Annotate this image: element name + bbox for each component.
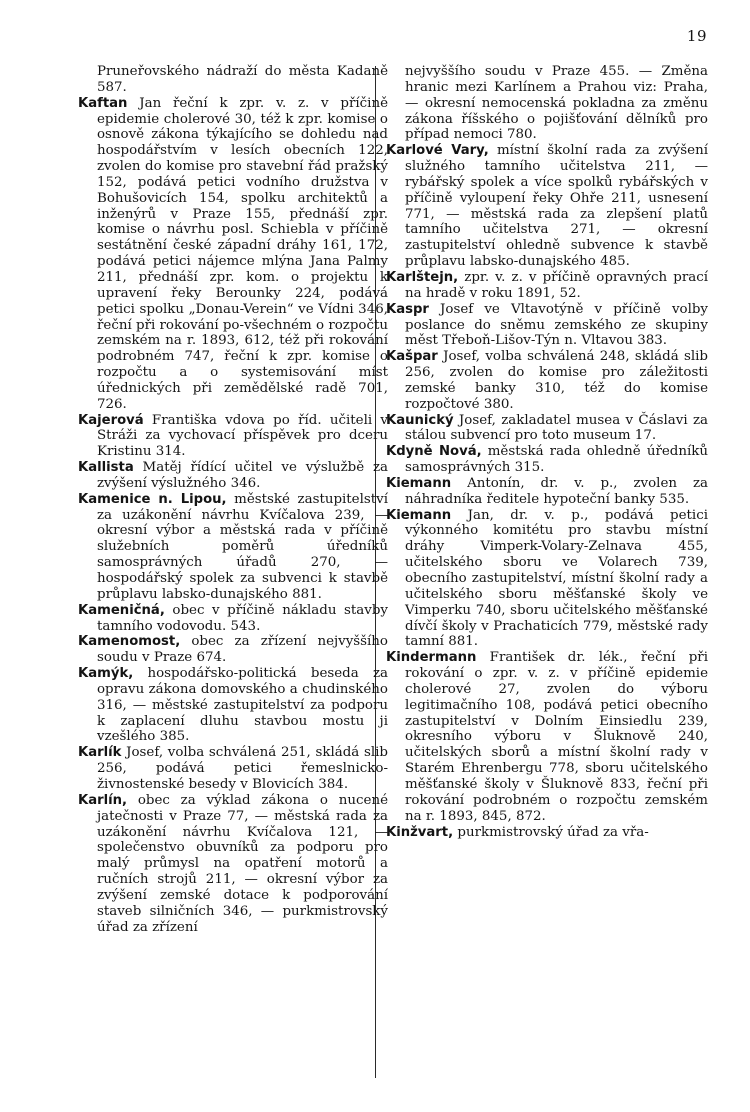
entry-text: nejvyššího soudu v Praze 455. — Změna hranic mezi Karlínem a Prahou viz: Praha, — okresní nemocenská pokladna za změnu zákona říšského o pojišťování dělníků pro případ nemoci 780. <box>405 64 708 143</box>
entry-text: místní školní rada za zvýšení služného tamního učitelstva 211, — rybářský spolek a více spolků rybářských v příčině vyloupení řeky Ohře 211, usnesení 771, — městská rada za zlepšení platů tamního učitelstva 271, — okresní zastupitelství ohledně subvence k stavbě průplavu labsko-dunajského 485. <box>405 143 708 270</box>
entry-text: František dr. lék., řeční při rokování o zpr. v. z. v příčině epidemie cholerové 27, zvolen do výboru legitimačního 108, podává petici obecního zastupitelství v Dolním Einsiedlu 239, okresního výboru v Šluknově 240, učitelských sborů a místní školní rady v Starém Ehrenbergu 778, sboru učitelského měšťanské školy v Šluknově 833, řeční při rokování podrobném o rozpočtu zemském na r. 1893, 845, 872. <box>405 650 708 824</box>
entry-headword: Kdyně Nová, <box>386 444 482 460</box>
index-entry <box>386 825 708 841</box>
entry-text: purkmistrovský úřad za vřa- <box>453 824 649 840</box>
entry-text: Jan řeční k zpr. v. z. v příčině epidemie cholerové 30, též k zpr. komise o osnově zákona týkajícího se dohledu nad hospodářstvím v lesích obecních 122, zvolen do komise pro stavební řád pražský 152, podává petici vodního družstva v Bohušovicích 154, spolku architektů a inženýrů v Praze 155, přednáší zpr. komise o návrhu posl. Schiebla v příčině sestátnění české západní dráhy 161, 172, podává petici nájemce mlýna Jana Palmy 211, přednáší zpr. kom. o projektu k upravení řeky Berounky 224, podává petici spolku „Donau-Verein“ ve Vídni 346, řeční při rokování po-všechném o rozpočtu zemském na r. 1893, 612, též při rokování podrobném 747, řeční k zpr. komise o rozpočtu a o systemisování míst úřednických při zemědělské radě 701, 726. <box>97 95 388 412</box>
index-entry <box>78 492 388 603</box>
entry-headword: Kašpar <box>386 349 438 365</box>
entry-headword: Kamenomost, <box>78 634 181 650</box>
entry-text: Antonín, dr. v. p., zvolen za náhradníka ředitele hypoteční banky 535. <box>405 475 708 507</box>
entry-headword: Kindermann <box>386 650 477 666</box>
entry-headword: Kamenice n. Lipou, <box>78 491 227 507</box>
index-entry <box>386 650 708 824</box>
entry-headword: Kameničná, <box>78 602 165 618</box>
index-entry <box>386 270 708 302</box>
index-entry <box>386 476 708 508</box>
entry-text: Josef, volba schválená 248, skládá slib 256, zvolen do komise pro záležitosti zemské banky 310, též do komise rozpočtové 380. <box>405 349 708 412</box>
entry-headword: Kajerová <box>78 412 144 428</box>
entry-headword: Kinžvart, <box>386 824 454 840</box>
entry-headword: Kiemann <box>386 475 452 491</box>
index-entry <box>78 96 388 413</box>
entry-headword: Kamýk, <box>78 666 134 682</box>
index-entry <box>78 413 388 461</box>
index-entry <box>78 460 388 492</box>
entry-headword: Kaspr <box>386 301 429 317</box>
entry-headword: Karlové Vary, <box>386 143 489 159</box>
index-entry <box>386 143 708 270</box>
entry-headword: Karlštejn, <box>386 269 459 285</box>
entry-headword: Kaunický <box>386 412 454 428</box>
entry-text: Františka vdova po říd. učiteli v Stráži za vychovací příspěvek pro dceru Kristinu 314. <box>97 412 388 460</box>
entry-text: obec za výklad zákona o nucené jatečnosti v Praze 77, — městská rada za uzákonění návrhu Kvíčalova 121, — společenstvo obuvníků za podporu pro malý průmysl na opatření motorů a ručních strojů 211, — okresní výbor za zvýšení zemské dotace k podporování staveb silničních 346, — purkmistrovský úřad za zřízení <box>97 792 388 935</box>
entry-headword: Kaftan <box>78 95 128 111</box>
index-entry <box>78 603 388 635</box>
entry-text: Josef, volba schválená 251, skládá slib 256, podává petici řemeslnicko-živnostenské besedy v Blovicích 384. <box>97 745 388 792</box>
index-entry <box>386 64 708 143</box>
index-entry <box>78 64 388 96</box>
index-entry <box>386 413 708 445</box>
entry-text: obec v příčině nákladu stavby tamního vodovodu. 543. <box>97 602 388 634</box>
entry-text: městská rada ohledně úředníků samosprávných 315. <box>405 444 708 476</box>
index-entry <box>386 444 708 476</box>
entry-text: Josef, zakladatel musea v Čáslavi za stálou subvencí pro toto museum 17. <box>405 412 708 444</box>
entry-headword: Kallista <box>78 460 134 476</box>
index-entry <box>386 349 708 412</box>
index-entry <box>78 666 388 745</box>
left-column <box>78 64 388 935</box>
index-entry <box>78 793 388 936</box>
entry-headword: Karlín, <box>78 792 128 808</box>
index-entry <box>386 302 708 350</box>
index-entry <box>78 634 388 666</box>
index-entry <box>386 508 708 651</box>
entry-headword: Kiemann <box>386 507 452 523</box>
entry-text: Matěj řídící učitel ve výslužbě za zvýšení výslužného 346. <box>97 460 388 491</box>
entry-text: obec za zřízení nejvyššího soudu v Praze 674. <box>97 634 388 666</box>
entry-text: Josef ve Vltavotýně v příčině volby poslance do sněmu zemského ze skupiny měst Třeboň-Lišov-Týn n. Vltavou 383. <box>405 301 708 349</box>
index-entry <box>78 745 388 793</box>
page-number: 19 <box>686 27 707 45</box>
entry-text: Pruneřovského nádraží do města Kadaně 587. <box>97 64 388 95</box>
entry-text: městské zastupitelství za uzákonění návrhu Kvíčalova 239, — okresní výbor a městská rada v příčině služebních poměrů úředníků samosprávných úřadů 270, — hospodářský spolek za subvenci k stavbě průplavu labsko-dunajského 881. <box>97 491 388 602</box>
entry-text: zpr. v. z. v příčině opravných prací na hradě v roku 1891, 52. <box>405 269 708 301</box>
entry-text: Jan, dr. v. p., podává petici výkonného komitétu pro stavbu místní dráhy Vimperk-Volary-Zelnava 455, učitelského sboru ve Volarech 739, obecního zastupitelství, místní školní rady a učitelského sboru měšťanské školy ve Vimperku 740, sboru učitelského měšťanské dívčí školy v Prachaticích 779, městské rady tamní 881. <box>405 507 708 650</box>
entry-headword: Karlík <box>78 745 122 761</box>
entry-text: hospodářsko-politická beseda za opravu zákona domovského a chudinského 316, — městské zastupitelství za podporu k zaplacení dluhu stavbou mostu ji vzešlého 385. <box>97 666 388 745</box>
right-column <box>386 64 708 840</box>
